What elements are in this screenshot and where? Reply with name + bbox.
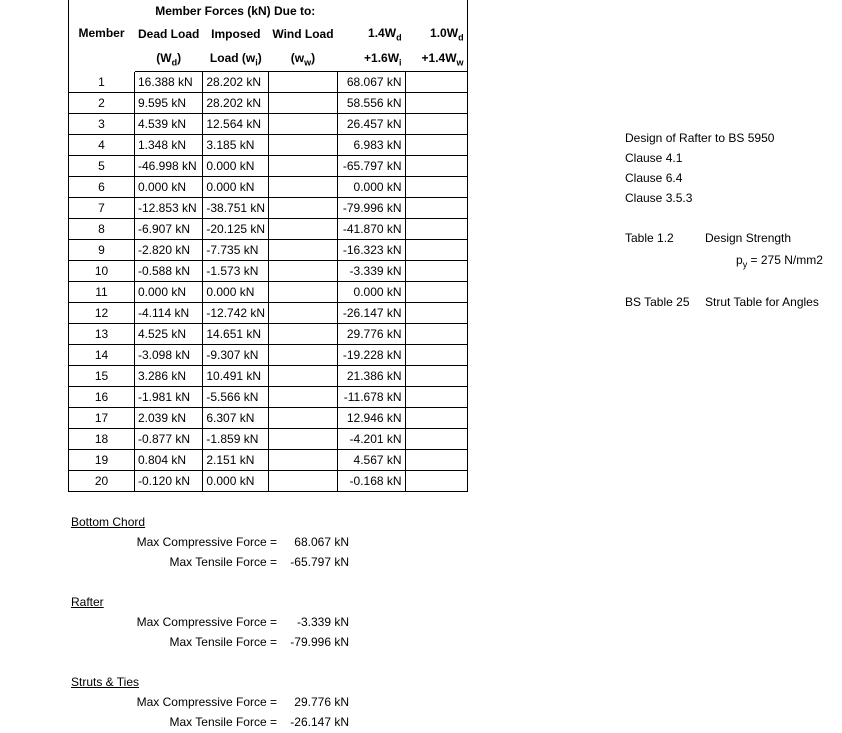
combo2-cell <box>405 198 467 219</box>
combo1-cell: 0.000 kN <box>337 177 405 198</box>
member-number: 12 <box>69 303 135 324</box>
table-row <box>69 324 468 345</box>
imposed-load-cell: 0.000 kN <box>203 177 269 198</box>
combo1-cell: -26.147 kN <box>337 303 405 324</box>
member-number: 6 <box>69 177 135 198</box>
table-row <box>69 219 468 240</box>
dead-load-cell: -12.853 kN <box>135 198 203 219</box>
imposed-load-cell: -20.125 kN <box>203 219 269 240</box>
member-number: 1 <box>69 72 135 93</box>
imposed-load-cell: 0.000 kN <box>203 282 269 303</box>
imposed-load-cell: -1.859 kN <box>203 429 269 450</box>
table-row <box>69 198 468 219</box>
wind-load-cell <box>269 198 337 219</box>
table-row <box>69 177 468 198</box>
struts-ties-comp-label: Max Compressive Force = <box>136 695 277 709</box>
member-number: 20 <box>69 471 135 492</box>
table-row <box>69 450 468 471</box>
combo1-cell: 26.457 kN <box>337 114 405 135</box>
combo2-cell <box>405 408 467 429</box>
header-imposed: Imposed <box>211 27 261 41</box>
bottom-chord-tens-value: -65.797 kN <box>290 555 349 569</box>
wind-load-cell <box>269 72 337 93</box>
dead-load-cell: -2.820 kN <box>135 240 203 261</box>
member-number: 16 <box>69 387 135 408</box>
table-row <box>69 72 468 93</box>
bottom-chord-comp-value: 68.067 kN <box>294 535 349 549</box>
member-number: 11 <box>69 282 135 303</box>
dead-load-cell: 9.595 kN <box>135 93 203 114</box>
combo2-cell <box>405 366 467 387</box>
wind-load-cell <box>269 387 337 408</box>
header-combo1-bottom: $+1.6W_i$ <box>364 50 402 68</box>
member-number: 9 <box>69 240 135 261</box>
rafter-tens-label: Max Tensile Force = <box>169 635 277 649</box>
wind-load-cell <box>269 240 337 261</box>
header-wind-symbol: $(w_w)$ <box>290 50 316 68</box>
imposed-load-cell: -38.751 kN <box>203 198 269 219</box>
wind-load-cell <box>269 135 337 156</box>
py-value: $p_y = 275$ N/mm2 <box>736 253 823 270</box>
member-number: 18 <box>69 429 135 450</box>
rafter-comp-label: Max Compressive Force = <box>136 615 277 629</box>
imposed-load-cell: 0.000 kN <box>203 471 269 492</box>
combo2-cell <box>405 93 467 114</box>
combo1-cell: 21.386 kN <box>337 366 405 387</box>
member-number: 2 <box>69 93 135 114</box>
header-combo2-bottom: $+1.4W_w$ <box>421 50 464 68</box>
strut-table-label: Strut Table for Angles <box>705 295 819 309</box>
imposed-load-cell: -1.573 kN <box>203 261 269 282</box>
table-row <box>69 471 468 492</box>
wind-load-cell <box>269 471 337 492</box>
combo1-cell: 29.776 kN <box>337 324 405 345</box>
imposed-load-cell: -5.566 kN <box>203 387 269 408</box>
table-1-2: Table 1.2 <box>625 231 674 245</box>
imposed-load-cell: 3.185 kN <box>203 135 269 156</box>
member-number: 5 <box>69 156 135 177</box>
header-combo1-top: $1.4W_d$ <box>368 25 402 43</box>
table-row <box>69 345 468 366</box>
wind-load-cell <box>269 429 337 450</box>
clause-4-1: Clause 4.1 <box>625 151 683 165</box>
combo2-cell <box>405 450 467 471</box>
dead-load-cell: 4.525 kN <box>135 324 203 345</box>
dead-load-cell: -4.114 kN <box>135 303 203 324</box>
dead-load-cell: -6.907 kN <box>135 219 203 240</box>
rafter-heading: Rafter <box>71 595 104 609</box>
combo1-cell: 12.946 kN <box>337 408 405 429</box>
member-number: 8 <box>69 219 135 240</box>
imposed-load-cell: 2.151 kN <box>203 450 269 471</box>
combo2-cell <box>405 303 467 324</box>
member-number: 13 <box>69 324 135 345</box>
imposed-load-cell: 0.000 kN <box>203 156 269 177</box>
combo2-cell <box>405 387 467 408</box>
bs-table-25: BS Table 25 <box>625 295 690 309</box>
imposed-load-cell: 6.307 kN <box>203 408 269 429</box>
rafter-comp-value: -3.339 kN <box>296 615 349 629</box>
clause-3-5-3: Clause 3.5.3 <box>625 191 693 205</box>
combo1-cell: 4.567 kN <box>337 450 405 471</box>
imposed-load-cell: 12.564 kN <box>203 114 269 135</box>
header-member: Member <box>78 26 125 40</box>
table-row <box>69 408 468 429</box>
member-number: 15 <box>69 366 135 387</box>
dead-load-cell: 2.039 kN <box>135 408 203 429</box>
struts-ties-comp-value: 29.776 kN <box>294 695 349 709</box>
table-row <box>69 261 468 282</box>
table-row <box>69 429 468 450</box>
imposed-load-cell: 28.202 kN <box>203 93 269 114</box>
combo1-cell: -19.228 kN <box>337 345 405 366</box>
wind-load-cell <box>269 450 337 471</box>
combo1-cell: 68.067 kN <box>337 72 405 93</box>
table-row <box>69 93 468 114</box>
wind-load-cell <box>269 282 337 303</box>
member-number: 7 <box>69 198 135 219</box>
wind-load-cell <box>269 261 337 282</box>
bottom-chord-tens-label: Max Tensile Force = <box>169 555 277 569</box>
wind-load-cell <box>269 219 337 240</box>
imposed-load-cell: -7.735 kN <box>203 240 269 261</box>
combo1-cell: -16.323 kN <box>337 240 405 261</box>
combo1-cell: -3.339 kN <box>337 261 405 282</box>
imposed-load-cell: 28.202 kN <box>203 72 269 93</box>
member-number: 19 <box>69 450 135 471</box>
dead-load-cell: 0.804 kN <box>135 450 203 471</box>
dead-load-cell: 0.000 kN <box>135 177 203 198</box>
combo1-cell: 0.000 kN <box>337 282 405 303</box>
combo1-cell: 6.983 kN <box>337 135 405 156</box>
member-number: 4 <box>69 135 135 156</box>
combo2-cell <box>405 261 467 282</box>
combo2-cell <box>405 177 467 198</box>
wind-load-cell <box>269 156 337 177</box>
member-number: 10 <box>69 261 135 282</box>
combo1-cell: -0.168 kN <box>337 471 405 492</box>
combo1-cell: -11.678 kN <box>337 387 405 408</box>
wind-load-cell <box>269 408 337 429</box>
bottom-chord-heading: Bottom Chord <box>71 515 146 529</box>
combo2-cell <box>405 114 467 135</box>
dead-load-cell: -0.588 kN <box>135 261 203 282</box>
imposed-load-cell: 10.491 kN <box>203 366 269 387</box>
design-title: Design of Rafter to BS 5950 <box>625 131 775 145</box>
table-row <box>69 240 468 261</box>
wind-load-cell <box>269 345 337 366</box>
combo1-cell: -65.797 kN <box>337 156 405 177</box>
header-combo2-top: $1.0W_d$ <box>430 25 464 43</box>
table-row <box>69 387 468 408</box>
imposed-load-cell: -9.307 kN <box>203 345 269 366</box>
combo2-cell <box>405 240 467 261</box>
wind-load-cell <box>269 114 337 135</box>
combo2-cell <box>405 282 467 303</box>
table-row <box>69 366 468 387</box>
dead-load-cell: 4.539 kN <box>135 114 203 135</box>
wind-load-cell <box>269 303 337 324</box>
dead-load-cell: 16.388 kN <box>135 72 203 93</box>
combo2-cell <box>405 471 467 492</box>
combo2-cell <box>405 429 467 450</box>
struts-ties-heading: Struts & Ties <box>71 675 140 689</box>
imposed-load-cell: -12.742 kN <box>203 303 269 324</box>
combo2-cell <box>405 219 467 240</box>
combo1-cell: 58.556 kN <box>337 93 405 114</box>
struts-ties-tens-label: Max Tensile Force = <box>169 715 277 729</box>
combo2-cell <box>405 324 467 345</box>
member-number: 14 <box>69 345 135 366</box>
table-row <box>69 156 468 177</box>
struts-ties-tens-value: -26.147 kN <box>290 715 349 729</box>
dead-load-cell: -3.098 kN <box>135 345 203 366</box>
dead-load-cell: 0.000 kN <box>135 282 203 303</box>
imposed-load-cell: 14.651 kN <box>203 324 269 345</box>
header-imposed-symbol: Load $(w_i)$ <box>209 50 262 68</box>
combo1-cell: -79.996 kN <box>337 198 405 219</box>
header-wind: Wind Load <box>272 27 334 41</box>
dead-load-cell: 3.286 kN <box>135 366 203 387</box>
dead-load-cell: -46.998 kN <box>135 156 203 177</box>
combo2-cell <box>405 135 467 156</box>
member-number: 3 <box>69 114 135 135</box>
dead-load-cell: 1.348 kN <box>135 135 203 156</box>
clause-6-4: Clause 6.4 <box>625 171 683 185</box>
header-dead-symbol: $(W_d)$ <box>156 50 182 68</box>
wind-load-cell <box>269 366 337 387</box>
table-row <box>69 282 468 303</box>
wind-load-cell <box>269 177 337 198</box>
table-row <box>69 303 468 324</box>
combo2-cell <box>405 72 467 93</box>
combo1-cell: -41.870 kN <box>337 219 405 240</box>
dead-load-cell: -0.120 kN <box>135 471 203 492</box>
table-row <box>69 135 468 156</box>
header-dead-load: Dead Load <box>138 27 200 41</box>
dead-load-cell: -0.877 kN <box>135 429 203 450</box>
table-row <box>69 114 468 135</box>
combo1-cell: -4.201 kN <box>337 429 405 450</box>
member-number: 17 <box>69 408 135 429</box>
combo2-cell <box>405 345 467 366</box>
dead-load-cell: -1.981 kN <box>135 387 203 408</box>
table-title: Member Forces (kN) Due to: <box>155 4 316 18</box>
member-forces-table <box>68 0 468 492</box>
wind-load-cell <box>269 324 337 345</box>
bottom-chord-comp-label: Max Compressive Force = <box>136 535 277 549</box>
wind-load-cell <box>269 93 337 114</box>
combo2-cell <box>405 156 467 177</box>
design-strength-label: Design Strength <box>705 231 792 245</box>
rafter-tens-value: -79.996 kN <box>290 635 349 649</box>
